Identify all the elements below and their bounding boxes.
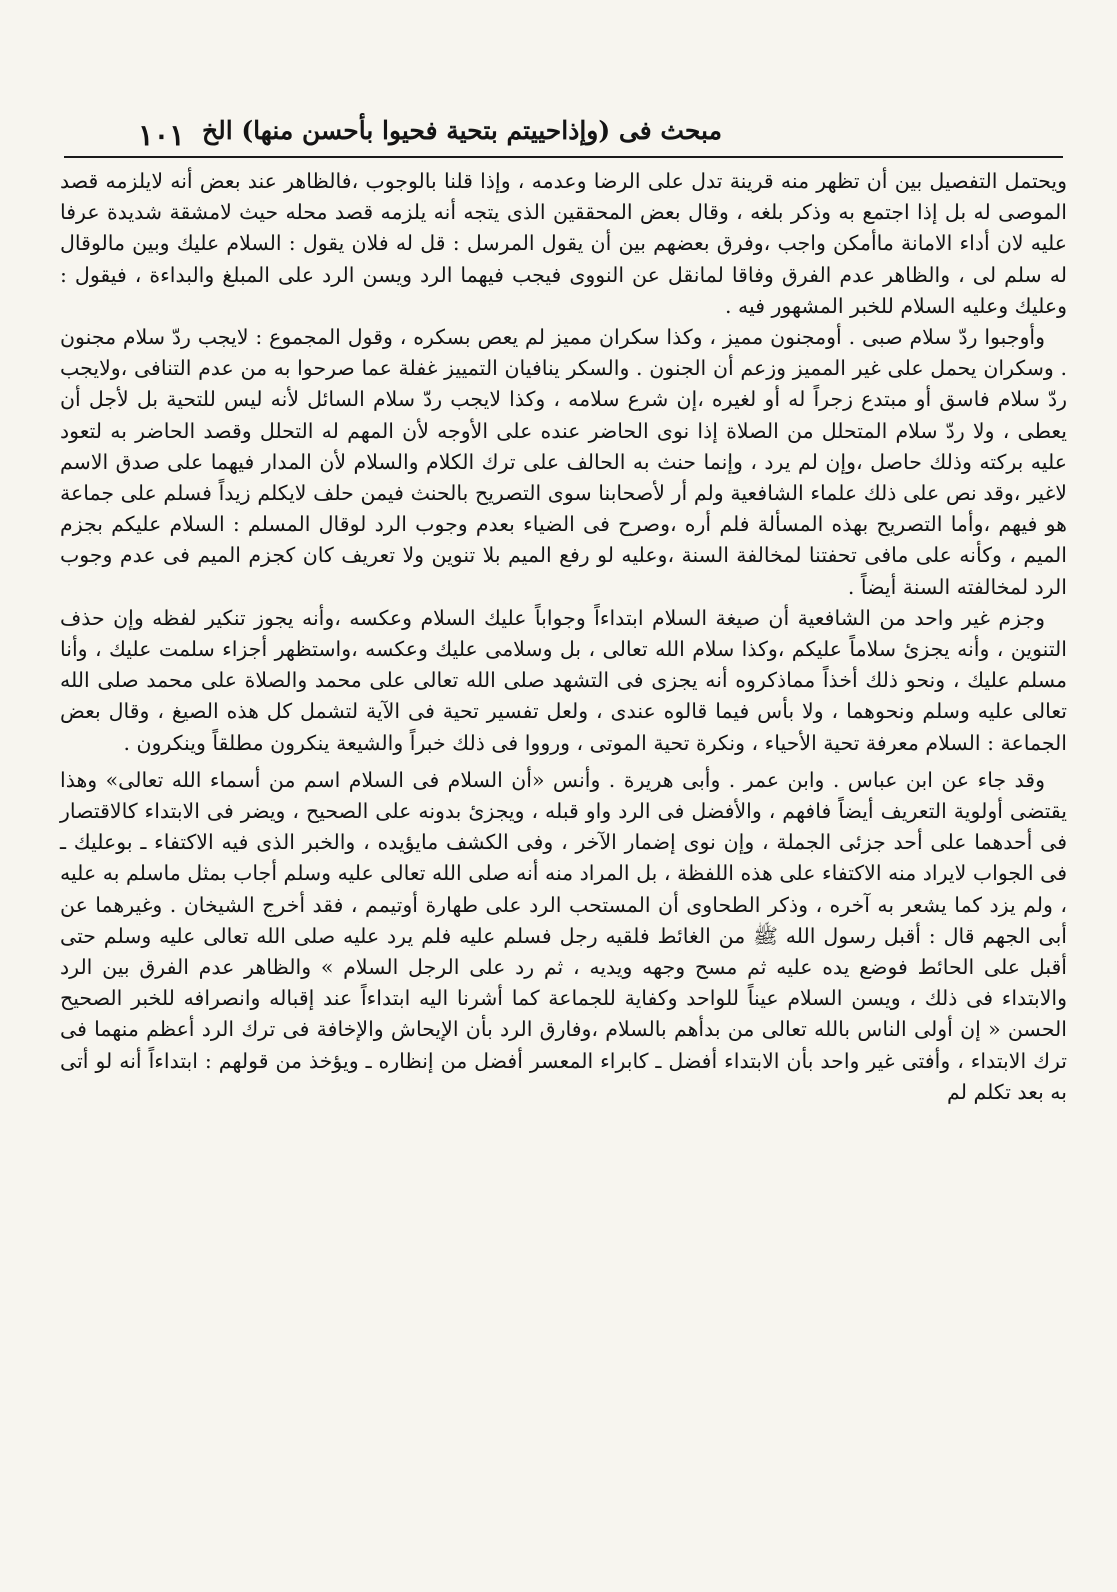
paragraph-4: وقد جاء عن ابن عباس . وابن عمر . وأبى هريرة . وأنس «أن السلام فى السلام اسم من أسماء الله تعالى» وهذا يقتضى أولوية التعريف أيضاً فافهم ، والأفضل فى الرد واو قبله ، ويجزئ بدونه على الصحيح ، ويضر فى الابتداء كالاقتصار فى أحدهما على أحد جزئى الجملة ، وإن نوى إضمار الآخر ، وفى الكشف مايؤيده ، والخبر الذى فيه الاكتفاء ـ بوعليك ـ فى الجواب لايراد منه الاكتفاء على هذه اللفظة ، بل المراد منه أنه صلى الله تعالى عليه وسلم أجاب بمثل ماسلم به عليه ، ولم يزد كما يشعر به آخره ، وذكر الطحاوى أن المستحب الرد على طهارة أوتيمم ، فقد أخرج الشيخان . وغيرهما عن أبى الجهم قال : أقبل رسول الله ﷺ من الغائط فلقيه رجل فسلم عليه فلم يرد عليه صلى الله تعالى عليه وسلم حتى أقبل على الحائط فوضع يده عليه ثم مسح وجهه ويديه ، ثم رد على الرجل السلام » والظاهر عدم الفرق بين الرد والابتداء فى ذلك ، ويسن السلام عيناً للواحد وكفاية للجماعة كما أشرنا اليه ابتداءاً عند إقباله وانصرافه للخبر الصحيح الحسن « إن أولى الناس بالله تعالى من بدأهم بالسلام ،وفارق الرد بأن الإيحاش والإخافة فى ترك الرد أعظم منهما فى ترك الابتداء ، وأفتى غير واحد بأن الابتداء أفضل ـ كابراء المعسر أفضل من إنظاره ـ ويؤخذ من قولهم : ابتداءاً أنه لو أتى به بعد تكلم لم [60, 767, 1067, 1104]
paragraph-2: وأوجبوا ردّ سلام صبى . أومجنون مميز ، وكذا سكران مميز لم يعص بسكره ، وقول المجموع : لايجب ردّ سلام مجنون . وسكران يحمل على غير المميز وزعم أن الجنون . والسكر ينافيان التمييز غفلة عما صرحوا به من عدم التنافى ،ولايجب ردّ سلام فاسق أو مبتدع زجراً له أو لغيره ،إن شرع سلامه ، وكذا لايجب ردّ سلام السائل لأنه ليس للتحية بل لأجل أن يعطى ، ولا ردّ سلام المتحلل من الصلاة إذا نوى الحاضر عنده على الأوجه لأن المهم له التحلل وقصد الحاضر به لتعود عليه بركته وذلك حاصل ،وإن لم يرد ، وإنما حنث به الحالف على ترك الكلام والسلام لأن المدار فيهما على صدق الاسم لاغير ،وقد نص على ذلك علماء الشافعية ولم أر لأصحابنا سوى التصريح بالحنث فيمن حلف لايكلم زيداً فسلم على جماعة هو فيهم ،وأما التصريح بهذه المسألة فلم أره ،وصرح فى الضياء بعدم وجوب الرد لوقال المسلم : السلام عليكم بجزم الميم ، وكأنه على مافى تحفتنا لمخالفة السنة ،وعليه لو رفع الميم بلا تنوين ولا تعريف كان كجزم الميم فى عدم وجوب الرد لمخالفته السنة أيضاً . [60, 325, 1067, 599]
page-number: ١٠١ [138, 118, 185, 152]
paragraph-1: ويحتمل التفصيل بين أن تظهر منه قرينة تدل على الرضا وعدمه ، وإذا قلنا بالوجوب ،فالظاهر عند بعض أنه لايلزمه قصد الموصى له بل إذا اجتمع به وذكر بلغه ، وقال بعض المحققين الذى يتجه أنه يلزمه قصد محله حيث لامشقة شديدة عرفا عليه لان أداء الامانة ماأمكن واجب ،وفرق بعضهم بين أن يقول المرسل : قل له فلان يقول : السلام عليك وبين مالوقال له سلم لى ، والظاهر عدم الفرق وفاقا لمانقل عن النووى فيجب فيهما الرد ويسن الرد على المبلغ والبداءة ، فيقول : وعليك وعليه السلام للخبر المشهور فيه . [60, 169, 1067, 318]
page-body [60, 166, 1067, 1108]
header-rule [64, 156, 1063, 158]
page-header [60, 112, 1067, 156]
paragraph-3: وجزم غير واحد من الشافعية أن صيغة السلام ابتداءاً وجواباً عليك السلام وعكسه ،وأنه يجوز تنكير لفظه وإن حذف التنوين ، وأنه يجزئ سلاماً عليكم ،وكذا سلام الله تعالى ، بل وسلامى عليك وعكسه ،واستظهر أجزاء سلمت عليك ، وأنا مسلم عليك ، ونحو ذلك أخذاً مماذكروه أنه يجزى فى التشهد صلى الله تعالى على محمد والصلاة على محمد صلى الله تعالى عليه وسلم ونحوهما ، ولا بأس فيما قالوه عندى ، ولعل تفسير تحية فى الآية لتشمل كل هذه الصيغ ، وقال بعض الجماعة : السلام معرفة تحية الأحياء ، ونكرة تحية الموتى ، ورووا فى ذلك خبراً والشيعة ينكرون مطلقاً وينكرون . [60, 605, 1067, 755]
running-title: مبحث فى (وإذاحييتم بتحية فحيوا بأحسن منها) الخ [201, 116, 722, 145]
